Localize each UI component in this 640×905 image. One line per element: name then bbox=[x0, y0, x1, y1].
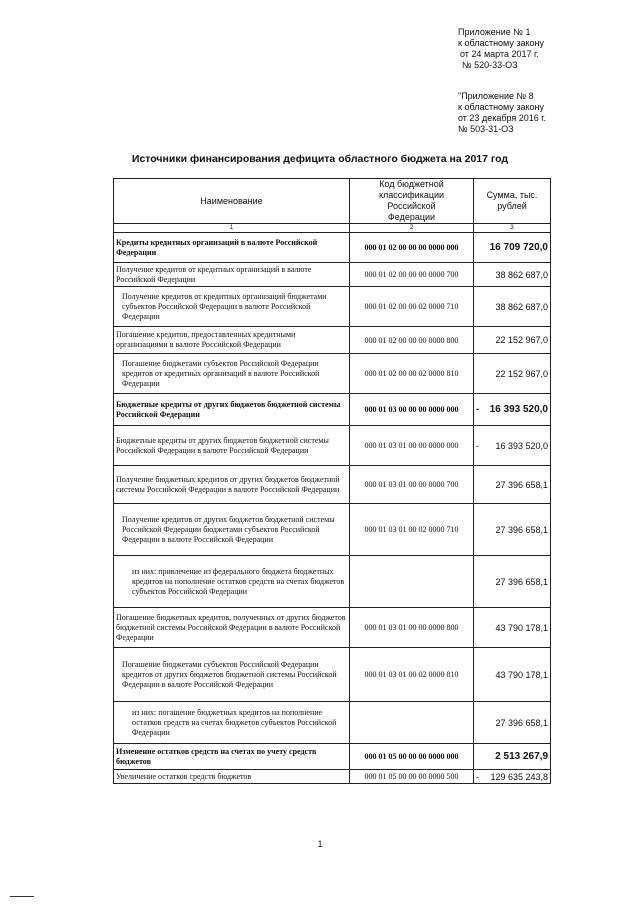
table-row bbox=[114, 426, 551, 466]
row-amount: 43 790 178,1 bbox=[474, 648, 551, 702]
header-sum: Сумма, тыс. рублей bbox=[474, 179, 551, 224]
row-amount: - 129 635 243,8 bbox=[474, 770, 551, 784]
table-row bbox=[114, 327, 551, 354]
table-row bbox=[114, 702, 551, 744]
table-row bbox=[114, 354, 551, 394]
annex-1-block bbox=[458, 27, 544, 71]
table-row bbox=[114, 744, 551, 770]
row-name: Погашение бюджетами субъектов Российской Федерации кредитов от кредитных организаций в валюте Российской Федерации bbox=[114, 354, 350, 394]
row-amount: 22 152 967,0 bbox=[474, 354, 551, 394]
row-amount: 2 513 267,9 bbox=[474, 744, 551, 770]
column-number: 1 bbox=[114, 224, 350, 233]
table-row bbox=[114, 287, 551, 327]
row-name: Погашение бюджетами субъектов Российской Федерации кредитов от других бюджетов бюджетной системы Российской Федерации в валюте Российской Федерации bbox=[114, 648, 350, 702]
minus-sign: - bbox=[476, 771, 479, 782]
annex-8-block bbox=[458, 91, 546, 135]
table-row bbox=[114, 556, 551, 608]
financing-sources-table bbox=[113, 178, 551, 784]
header-name: Наименование bbox=[114, 179, 350, 224]
row-name: Получение бюджетных кредитов от других бюджетов бюджетной системы Российской Федерации в валюте Российской Федерации bbox=[114, 466, 350, 504]
row-code bbox=[350, 702, 474, 744]
annex-8-line: от 23 декабря 2016 г. bbox=[458, 113, 546, 123]
table-row bbox=[114, 504, 551, 556]
row-amount: 27 396 658,1 bbox=[474, 504, 551, 556]
row-amount: 27 396 658,1 bbox=[474, 556, 551, 608]
page-number: 1 bbox=[317, 839, 323, 849]
row-code: 000 01 03 01 00 00 0000 000 bbox=[350, 426, 474, 466]
row-name: Получение кредитов от других бюджетов бюджетной системы Российской Федерации бюджетами субъектов Российской Федерации в валюте Российской Федерации bbox=[114, 504, 350, 556]
table-row bbox=[114, 466, 551, 504]
annex-1-line: к областному закону bbox=[458, 38, 544, 48]
minus-sign: - bbox=[476, 404, 480, 415]
row-code: 000 01 05 00 00 00 0000 500 bbox=[350, 770, 474, 784]
table-row bbox=[114, 608, 551, 648]
annex-8-line: "Приложение № 8 bbox=[458, 91, 534, 101]
row-code: 000 01 02 00 00 00 0000 800 bbox=[350, 327, 474, 354]
row-code: 000 01 02 00 00 00 0000 700 bbox=[350, 263, 474, 287]
table-row bbox=[114, 233, 551, 263]
table-row bbox=[114, 263, 551, 287]
table-row bbox=[114, 770, 551, 784]
annex-8-line: к областному закону bbox=[458, 102, 544, 112]
row-name: Получение кредитов от кредитных организаций в валюте Российской Федерации bbox=[114, 263, 350, 287]
row-code: 000 01 03 00 00 00 0000 000 bbox=[350, 394, 474, 426]
row-code: 000 01 03 01 00 02 0000 810 bbox=[350, 648, 474, 702]
row-name: Погашение бюджетных кредитов, полученных от других бюджетов бюджетной системы Российской Федерации в валюте Российской Федерации bbox=[114, 608, 350, 648]
row-amount: 38 862 687,0 bbox=[474, 263, 551, 287]
row-name: из них: погашение бюджетных кредитов на пополнение остатков средств на счетах бюджетов субъектов Российской Федерации bbox=[114, 702, 350, 744]
annex-8-line: № 503-31-ОЗ bbox=[458, 124, 514, 134]
column-number: 3 bbox=[474, 224, 551, 233]
row-name: Кредиты кредитных организаций в валюте Российской Федерации bbox=[114, 233, 350, 263]
row-name: Увеличение остатков средств бюджетов bbox=[114, 770, 350, 784]
row-amount: 43 790 178,1 bbox=[474, 608, 551, 648]
row-code bbox=[350, 556, 474, 608]
row-name: Бюджетные кредиты от других бюджетов бюджетной системы Российской Федерации в валюте Российской Федерации bbox=[114, 426, 350, 466]
row-amount: 38 862 687,0 bbox=[474, 287, 551, 327]
table-row bbox=[114, 394, 551, 426]
corner-mark bbox=[10, 896, 34, 897]
row-code: 000 01 03 01 00 02 0000 710 bbox=[350, 504, 474, 556]
row-name: Бюджетные кредиты от других бюджетов бюджетной системы Российской Федерации bbox=[114, 394, 350, 426]
row-name: Изменение остатков средств на счетах по учету средств бюджетов bbox=[114, 744, 350, 770]
row-amount: - 16 393 520,0 bbox=[474, 426, 551, 466]
row-code: 000 01 02 00 00 00 0000 000 bbox=[350, 233, 474, 263]
header-code: Код бюджетной классификации Российской Федерации bbox=[350, 179, 474, 224]
row-amount: 22 152 967,0 bbox=[474, 327, 551, 354]
row-code: 000 01 05 00 00 00 0000 000 bbox=[350, 744, 474, 770]
row-name: Получение кредитов от кредитных организаций бюджетами субъектов Российской Федерации в валюте Российской Федерации bbox=[114, 287, 350, 327]
row-amount: 16 709 720,0 bbox=[474, 233, 551, 263]
table-row bbox=[114, 648, 551, 702]
row-code: 000 01 03 01 00 00 0000 700 bbox=[350, 466, 474, 504]
minus-sign: - bbox=[476, 440, 479, 451]
annex-1-line: Приложение № 1 bbox=[458, 27, 531, 37]
column-number: 2 bbox=[350, 224, 474, 233]
row-code: 000 01 02 00 00 02 0000 810 bbox=[350, 354, 474, 394]
row-name: Погашение кредитов, предоставленных кредитными организациями в валюте Российской Федерации bbox=[114, 327, 350, 354]
document-title: Источники финансирования дефицита областного бюджета на 2017 год bbox=[131, 153, 509, 165]
row-code: 000 01 02 00 00 02 0000 710 bbox=[350, 287, 474, 327]
row-code: 000 01 03 01 00 00 0000 800 bbox=[350, 608, 474, 648]
row-name: из них: привлечение из федерального бюджета бюджетных кредитов на пополнение остатков средств на счетах бюджетов субъектов Российской Федерации bbox=[114, 556, 350, 608]
row-amount: 27 396 658,1 bbox=[474, 466, 551, 504]
annex-1-line: № 520-33-ОЗ bbox=[462, 60, 518, 70]
row-amount: 27 396 658,1 bbox=[474, 702, 551, 744]
annex-1-line: от 24 марта 2017 г. bbox=[460, 49, 539, 59]
row-amount: - 16 393 520,0 bbox=[474, 394, 551, 426]
